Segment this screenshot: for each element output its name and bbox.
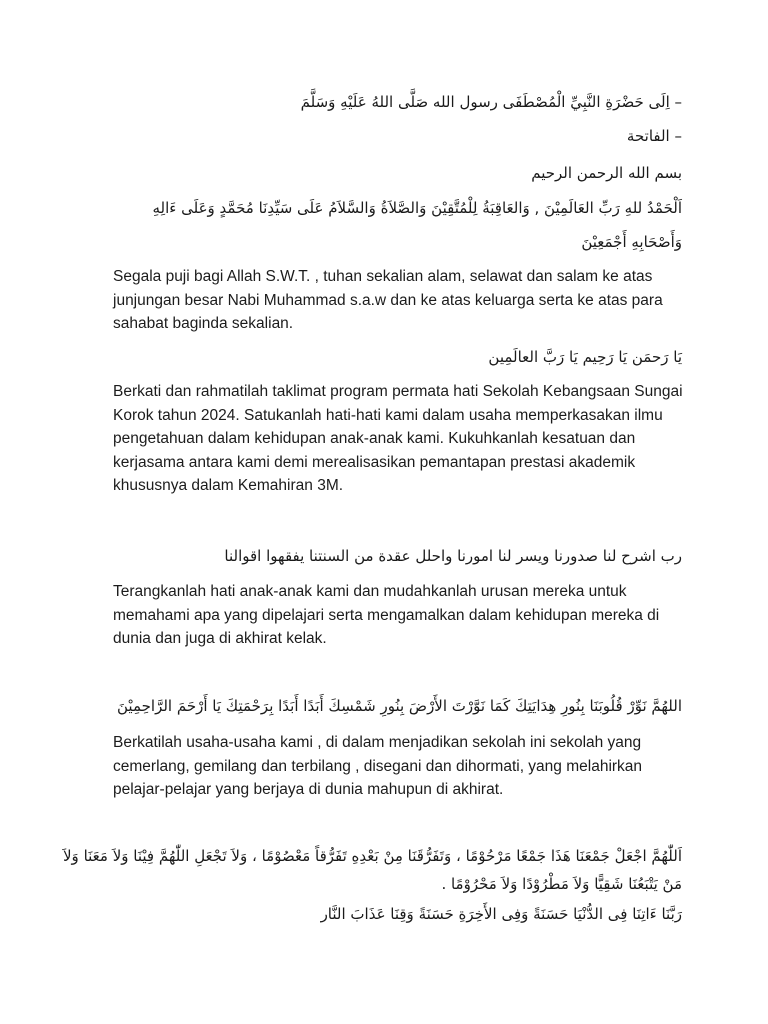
arabic-nur-prayer: اللهُمَّ نَوِّرْ قُلُوبَنَا بِنُورِ هِدَايَتِكَ كَمَا نَوَّرْتَ الأَرْضَ بِنُورِ شَمْسِكَ أَبَدًا أَبَدًا بِرَحْمَتِكَ يَا أَرْحَمَ الرَّاحِمِيْنَ: [117, 697, 682, 715]
arabic-invocation-names: يَا رَحمَن يَا رَحِيم يَا رَبَّ العالَمِين: [488, 348, 682, 366]
arabic-dedication-line: – اِلَى حَضْرَةِ النَّبِيِّ الْمُصْطَفَى رسول الله صَلَّى اللهُ عَلَيْهِ وَسَلَّمَ: [300, 93, 682, 111]
malay-paragraph-efforts: Berkatilah usaha-usaha kami , di dalam menjadikan sekolah ini sekolah yang cemerlang, gemilang dan terbilang , disegani dan dihormati, yang melahirkan pelajar-pelajar yang berjaya di dunia mahupun di akhirat.: [113, 734, 643, 799]
arabic-hamdalah-continuation: وَأَصْحَابِهِ أَجْمَعِيْنَ: [581, 233, 682, 251]
malay-paragraph-enlighten: Terangkanlah hati anak-anak kami dan mudahkanlah urusan mereka untuk memahami apa yang dipelajari serta mengamalkan dalam kehidupan mereka di dunia dan juga di akhirat kelak.: [113, 583, 660, 648]
arabic-gathering-prayer: اَللّٰهُمَّ اجْعَلْ جَمْعَنَا هَذَا جَمْعًا مَرْحُوْمًا ، وَتَفَرُّقَنَا مِنْ بَعْدِهِ تَفَرُّقاً مَعْصُوْمًا ، وَلاَ تَجْعَلِ اللّٰهُمَّ فِيْنَا وَلاَ مَعَنَا وَلاَ مَنْ يَتْبَعُنَا شَقِيًّا وَلاَ مَطْرُوْدًا وَلاَ مَحْرُوْمًا .: [63, 847, 682, 893]
arabic-hamdalah-line: اَلْحَمْدُ للهِ رَبِّ العَالَمِيْنَ , وَالعَاقِبَةُ لِلْمُتَّقِيْنَ وَالصَّلاَةُ وَالسَّلاَمُ عَلَى سَيِّدِنَا مُحَمَّدٍ وَعَلَى ءَالِهِ: [152, 199, 682, 217]
arabic-fatiha-line: – الفاتحة: [626, 127, 682, 145]
arabic-basmalah: بسم الله الرحمن الرحيم: [531, 164, 682, 182]
arabic-sharh-sadr-prayer: رب اشرح لنا صدورنا ويسر لنا امورنا واحلل عقدة من السنتنا يفقهوا اقوالنا: [224, 547, 682, 565]
malay-paragraph-blessing: Berkati dan rahmatilah taklimat program permata hati Sekolah Kebangsaan Sungai Korok tahun 2024. Satukanlah hati-hati kami dalam usaha memperkasakan ilmu pengetahuan dalam kehidupan anak-anak kami. Kukuhkanlah kesatuan dan kerjasama antara kami demi merealisasikan pemantapan prestasi akademik khususnya dalam Kemahiran 3M.: [113, 383, 683, 495]
arabic-rabbana-prayer: رَبَّنَا ءَاتِنَا فِى الدُّنْيَا حَسَنَةً وَفِى الأَخِرَةِ حَسَنَةً وَقِنَا عَذَابَ النَّار: [320, 905, 682, 923]
malay-paragraph-praise: Segala puji bagi Allah S.W.T. , tuhan sekalian alam, selawat dan salam ke atas junjungan besar Nabi Muhammad s.a.w dan ke atas keluarga serta ke atas para sahabat baginda sekalian.: [113, 268, 663, 333]
